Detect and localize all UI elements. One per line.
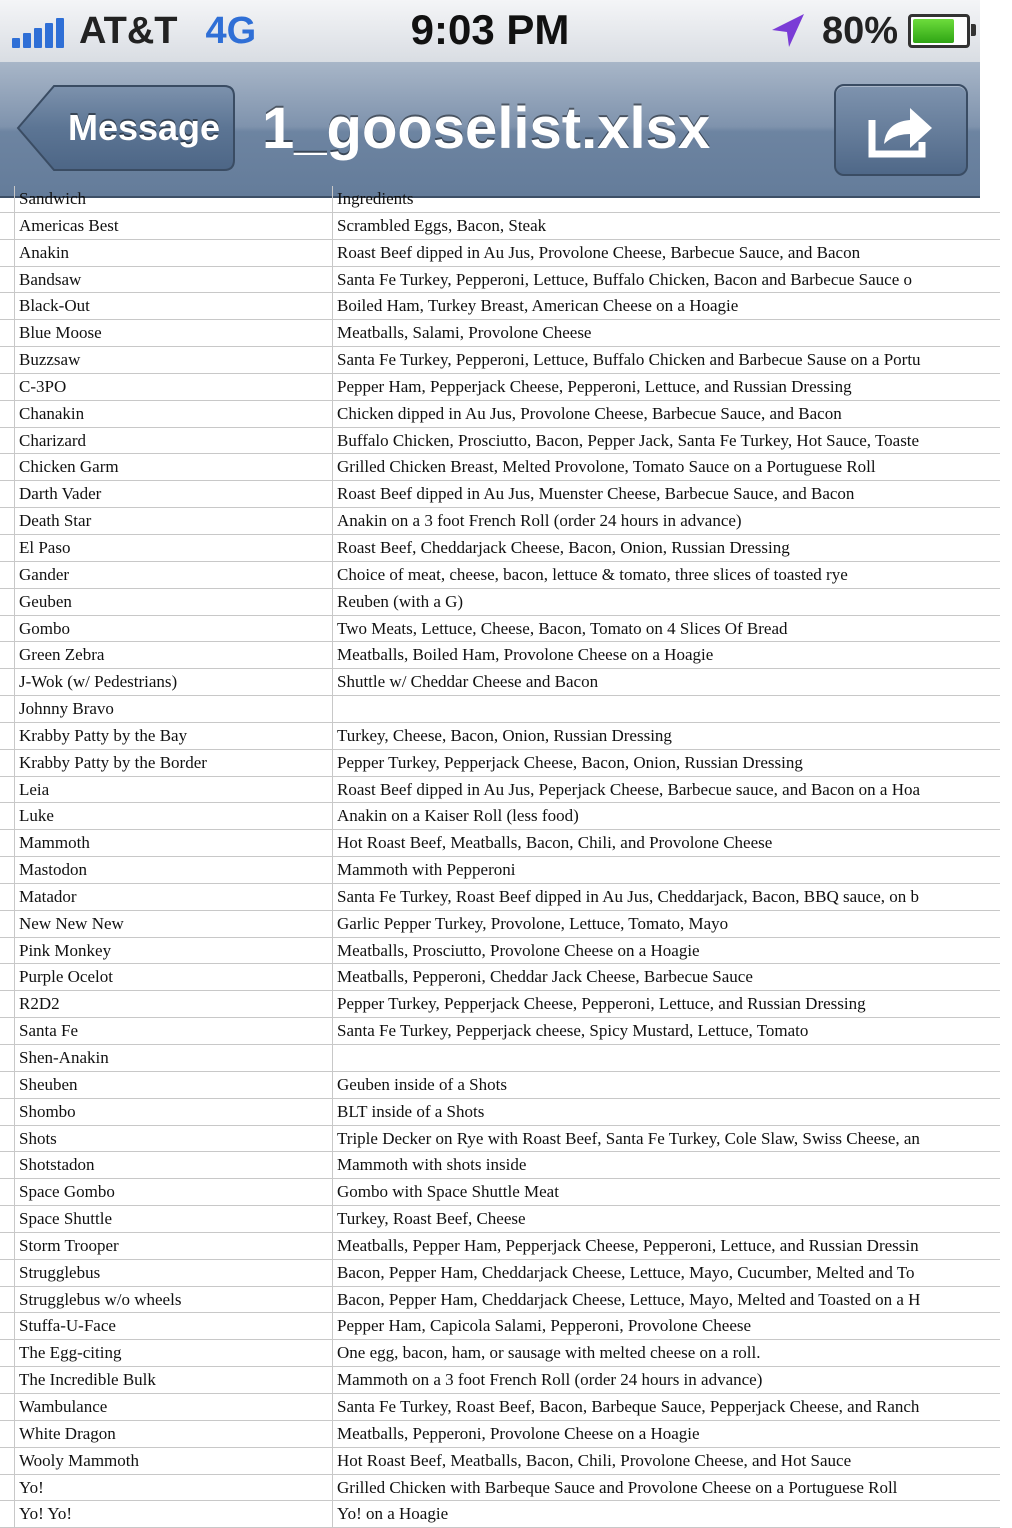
battery-tip bbox=[971, 24, 976, 36]
table-row[interactable] bbox=[0, 347, 1000, 374]
table-row[interactable] bbox=[0, 911, 1000, 938]
battery-level-fill bbox=[913, 19, 954, 43]
cell-sandwich[interactable]: The Incredible Bulk bbox=[14, 1367, 332, 1393]
status-time: 9:03 PM bbox=[410, 6, 570, 53]
cell-sandwich[interactable]: Krabby Patty by the Bay bbox=[14, 723, 332, 749]
cell-ingredients[interactable]: Mammoth with Pepperoni bbox=[332, 857, 1012, 883]
cell-sandwich[interactable]: Bandsaw bbox=[14, 267, 332, 293]
table-row[interactable] bbox=[0, 1421, 1000, 1448]
cell-ingredients[interactable]: Meatballs, Boiled Ham, Provolone Cheese on a Hoagie bbox=[332, 642, 1012, 668]
cell-ingredients[interactable]: Garlic Pepper Turkey, Provolone, Lettuce, Tomato, Mayo bbox=[332, 911, 1012, 937]
header-sandwich: Sandwich bbox=[14, 186, 332, 212]
table-row[interactable] bbox=[0, 320, 1000, 347]
carrier-name: AT&T bbox=[79, 9, 178, 52]
cell-ingredients[interactable]: Mammoth on a 3 foot French Roll (order 24 hours in advance) bbox=[332, 1367, 1012, 1393]
table-row[interactable] bbox=[0, 1072, 1000, 1099]
cell-sandwich[interactable]: Purple Ocelot bbox=[14, 964, 332, 990]
cell-sandwich[interactable]: Shen-Anakin bbox=[14, 1045, 332, 1071]
network-type: 4G bbox=[205, 9, 257, 52]
table-row[interactable] bbox=[0, 1475, 1000, 1502]
battery-percentage: 80% bbox=[821, 9, 898, 52]
cell-sandwich[interactable]: Shotstadon bbox=[14, 1152, 332, 1178]
spreadsheet-grid bbox=[0, 186, 1000, 1528]
cell-sandwich[interactable]: Chicken Garm bbox=[14, 454, 332, 480]
location-arrow-icon bbox=[768, 11, 808, 51]
cell-ingredients[interactable]: Roast Beef, Cheddarjack Cheese, Bacon, Onion, Russian Dressing bbox=[332, 535, 1012, 561]
cell-sandwich[interactable]: Krabby Patty by the Border bbox=[14, 750, 332, 776]
cell-sandwich[interactable]: Space Gombo bbox=[14, 1179, 332, 1205]
cell-ingredients[interactable]: Bacon, Pepper Ham, Cheddarjack Cheese, Lettuce, Mayo, Melted and Toasted on a H bbox=[332, 1287, 1012, 1313]
table-row[interactable] bbox=[0, 240, 1000, 267]
cell-sandwich[interactable]: White Dragon bbox=[14, 1421, 332, 1447]
back-button-label: Message bbox=[67, 107, 221, 148]
table-row[interactable] bbox=[0, 669, 1000, 696]
cell-sandwich[interactable]: Wooly Mammoth bbox=[14, 1448, 332, 1474]
cell-ingredients[interactable]: Grilled Chicken with Barbeque Sauce and Provolone Cheese on a Portuguese Roll bbox=[332, 1475, 1012, 1501]
cell-ingredients[interactable]: Meatballs, Pepperoni, Provolone Cheese on a Hoagie bbox=[332, 1421, 1012, 1447]
cell-sandwich[interactable]: New New New bbox=[14, 911, 332, 937]
cell-sandwich[interactable]: Yo! bbox=[14, 1475, 332, 1501]
table-row[interactable] bbox=[0, 857, 1000, 884]
cell-sandwich[interactable]: Yo! Yo! bbox=[14, 1501, 332, 1527]
table-row[interactable] bbox=[0, 1340, 1000, 1367]
cell-ingredients[interactable]: Two Meats, Lettuce, Cheese, Bacon, Tomato on 4 Slices Of Bread bbox=[332, 616, 1012, 642]
cell-ingredients[interactable] bbox=[332, 696, 1012, 722]
cell-sandwich[interactable]: Wambulance bbox=[14, 1394, 332, 1420]
table-row[interactable] bbox=[0, 428, 1000, 455]
share-button[interactable] bbox=[834, 84, 968, 176]
cell-ingredients[interactable] bbox=[332, 1045, 1012, 1071]
cell-ingredients[interactable]: Santa Fe Turkey, Roast Beef, Bacon, Barbeque Sauce, Pepperjack Cheese, and Ranch bbox=[332, 1394, 1012, 1420]
table-row[interactable] bbox=[0, 1313, 1000, 1340]
cell-ingredients[interactable]: Pepper Ham, Pepperjack Cheese, Pepperoni, Lettuce, and Russian Dressing bbox=[332, 374, 1012, 400]
cell-ingredients[interactable]: Boiled Ham, Turkey Breast, American Cheese on a Hoagie bbox=[332, 293, 1012, 319]
cell-sandwich[interactable]: Shombo bbox=[14, 1099, 332, 1125]
cell-ingredients[interactable]: Shuttle w/ Cheddar Cheese and Bacon bbox=[332, 669, 1012, 695]
table-row[interactable] bbox=[0, 1233, 1000, 1260]
cell-sandwich[interactable]: Anakin bbox=[14, 240, 332, 266]
spreadsheet-view[interactable] bbox=[0, 189, 980, 1524]
cell-ingredients[interactable]: Grilled Chicken Breast, Melted Provolone, Tomato Sauce on a Portuguese Roll bbox=[332, 454, 1012, 480]
cell-ingredients[interactable]: Santa Fe Turkey, Pepperoni, Lettuce, Buffalo Chicken, Bacon and Barbecue Sauce o bbox=[332, 267, 1012, 293]
table-row[interactable] bbox=[0, 374, 1000, 401]
page-title: 1_gooselist.xlsx bbox=[262, 96, 711, 161]
cell-ingredients[interactable]: Pepper Turkey, Pepperjack Cheese, Pepperoni, Lettuce, and Russian Dressing bbox=[332, 991, 1012, 1017]
table-row[interactable] bbox=[0, 696, 1000, 723]
cell-ingredients[interactable]: Yo! on a Hoagie bbox=[332, 1501, 1012, 1527]
cell-sandwich[interactable]: Pink Monkey bbox=[14, 938, 332, 964]
cell-ingredients[interactable]: Mammoth with shots inside bbox=[332, 1152, 1012, 1178]
cell-sandwich[interactable]: R2D2 bbox=[14, 991, 332, 1017]
table-row[interactable] bbox=[0, 723, 1000, 750]
table-row[interactable] bbox=[0, 1152, 1000, 1179]
cell-ingredients[interactable]: Roast Beef dipped in Au Jus, Peperjack Cheese, Barbecue sauce, and Bacon on a Hoa bbox=[332, 777, 1012, 803]
cell-sandwich[interactable]: Gander bbox=[14, 562, 332, 588]
table-row[interactable] bbox=[0, 1099, 1000, 1126]
table-row[interactable] bbox=[0, 1501, 1000, 1528]
cell-sandwich[interactable]: Geuben bbox=[14, 589, 332, 615]
cell-sandwich[interactable]: Buzzsaw bbox=[14, 347, 332, 373]
table-row[interactable] bbox=[0, 1018, 1000, 1045]
table-row[interactable] bbox=[0, 884, 1000, 911]
cell-ingredients[interactable]: Meatballs, Prosciutto, Provolone Cheese on a Hoagie bbox=[332, 938, 1012, 964]
table-row[interactable] bbox=[0, 938, 1000, 965]
cell-sandwich[interactable]: Mastodon bbox=[14, 857, 332, 883]
cell-sandwich[interactable]: Strugglebus bbox=[14, 1260, 332, 1286]
cell-sandwich[interactable]: El Paso bbox=[14, 535, 332, 561]
table-row[interactable] bbox=[0, 267, 1000, 294]
cell-ingredients[interactable]: Scrambled Eggs, Bacon, Steak bbox=[332, 213, 1012, 239]
cell-ingredients[interactable]: Meatballs, Pepperoni, Cheddar Jack Cheese, Barbecue Sauce bbox=[332, 964, 1012, 990]
cell-ingredients[interactable]: Turkey, Cheese, Bacon, Onion, Russian Dressing bbox=[332, 723, 1012, 749]
cell-sandwich[interactable]: Americas Best bbox=[14, 213, 332, 239]
table-row[interactable] bbox=[0, 1394, 1000, 1421]
header-ingredients: Ingredients bbox=[332, 186, 1012, 212]
cell-ingredients[interactable]: Reuben (with a G) bbox=[332, 589, 1012, 615]
cell-sandwich[interactable]: Leia bbox=[14, 777, 332, 803]
cell-ingredients[interactable]: Pepper Turkey, Pepperjack Cheese, Bacon, Onion, Russian Dressing bbox=[332, 750, 1012, 776]
share-icon bbox=[866, 98, 936, 160]
table-row[interactable] bbox=[0, 1260, 1000, 1287]
table-row[interactable] bbox=[0, 454, 1000, 481]
cell-ingredients[interactable]: Anakin on a Kaiser Roll (less food) bbox=[332, 803, 1012, 829]
cell-ingredients[interactable]: Hot Roast Beef, Meatballs, Bacon, Chili, and Provolone Cheese bbox=[332, 830, 1012, 856]
table-row[interactable] bbox=[0, 991, 1000, 1018]
cell-ingredients[interactable]: One egg, bacon, ham, or sausage with melted cheese on a roll. bbox=[332, 1340, 1012, 1366]
cell-ingredients[interactable]: Meatballs, Salami, Provolone Cheese bbox=[332, 320, 1012, 346]
cell-ingredients[interactable]: Meatballs, Pepper Ham, Pepperjack Cheese, Pepperoni, Lettuce, and Russian Dressin bbox=[332, 1233, 1012, 1259]
table-header-row bbox=[0, 186, 1000, 213]
cell-sandwich[interactable]: Chanakin bbox=[14, 401, 332, 427]
table-row[interactable] bbox=[0, 1179, 1000, 1206]
cell-sandwich[interactable]: Santa Fe bbox=[14, 1018, 332, 1044]
cell-sandwich[interactable]: Gombo bbox=[14, 616, 332, 642]
cell-ingredients[interactable]: Choice of meat, cheese, bacon, lettuce & tomato, three slices of toasted rye bbox=[332, 562, 1012, 588]
cell-sandwich[interactable]: Green Zebra bbox=[14, 642, 332, 668]
table-row[interactable] bbox=[0, 1367, 1000, 1394]
cell-ingredients[interactable]: Geuben inside of a Shots bbox=[332, 1072, 1012, 1098]
table-row[interactable] bbox=[0, 481, 1000, 508]
status-right bbox=[768, 8, 970, 54]
cell-sandwich[interactable]: C-3PO bbox=[14, 374, 332, 400]
cell-ingredients[interactable]: Santa Fe Turkey, Roast Beef dipped in Au Jus, Cheddarjack, Bacon, BBQ sauce, on b bbox=[332, 884, 1012, 910]
table-row[interactable] bbox=[0, 1206, 1000, 1233]
table-row[interactable] bbox=[0, 830, 1000, 857]
table-row[interactable] bbox=[0, 213, 1000, 240]
table-row[interactable] bbox=[0, 535, 1000, 562]
table-row[interactable] bbox=[0, 777, 1000, 804]
battery-icon bbox=[908, 14, 970, 48]
status-bar bbox=[0, 0, 980, 63]
cell-ingredients[interactable]: Gombo with Space Shuttle Meat bbox=[332, 1179, 1012, 1205]
table-row[interactable] bbox=[0, 1045, 1000, 1072]
table-row[interactable] bbox=[0, 589, 1000, 616]
table-row[interactable] bbox=[0, 293, 1000, 320]
cell-sandwich[interactable]: Death Star bbox=[14, 508, 332, 534]
table-row[interactable] bbox=[0, 803, 1000, 830]
table-row[interactable] bbox=[0, 964, 1000, 991]
cell-sandwich[interactable]: Mammoth bbox=[14, 830, 332, 856]
cell-sandwich[interactable]: Matador bbox=[14, 884, 332, 910]
cell-sandwich[interactable]: Strugglebus w/o wheels bbox=[14, 1287, 332, 1313]
cell-sandwich[interactable]: Shots bbox=[14, 1126, 332, 1152]
table-row[interactable] bbox=[0, 508, 1000, 535]
cell-ingredients[interactable]: Hot Roast Beef, Meatballs, Bacon, Chili, Provolone Cheese, and Hot Sauce bbox=[332, 1448, 1012, 1474]
cell-sandwich[interactable]: Space Shuttle bbox=[14, 1206, 332, 1232]
cell-ingredients[interactable]: Santa Fe Turkey, Pepperjack cheese, Spicy Mustard, Lettuce, Tomato bbox=[332, 1018, 1012, 1044]
cell-sandwich[interactable]: Johnny Bravo bbox=[14, 696, 332, 722]
table-row[interactable] bbox=[0, 616, 1000, 643]
table-row[interactable] bbox=[0, 1126, 1000, 1153]
cell-sandwich[interactable]: Black-Out bbox=[14, 293, 332, 319]
navigation-bar bbox=[0, 62, 980, 198]
cell-ingredients[interactable]: Buffalo Chicken, Prosciutto, Bacon, Pepper Jack, Santa Fe Turkey, Hot Sauce, Toaste bbox=[332, 428, 1012, 454]
cell-sandwich[interactable]: Darth Vader bbox=[14, 481, 332, 507]
cell-sandwich[interactable]: Storm Trooper bbox=[14, 1233, 332, 1259]
cell-ingredients[interactable]: Triple Decker on Rye with Roast Beef, Santa Fe Turkey, Cole Slaw, Swiss Cheese, an bbox=[332, 1126, 1012, 1152]
cell-ingredients[interactable]: Santa Fe Turkey, Pepperoni, Lettuce, Buffalo Chicken and Barbecue Sause on a Portu bbox=[332, 347, 1012, 373]
table-row[interactable] bbox=[0, 562, 1000, 589]
table-row[interactable] bbox=[0, 1448, 1000, 1475]
cell-ingredients[interactable]: Turkey, Roast Beef, Cheese bbox=[332, 1206, 1012, 1232]
cell-sandwich[interactable]: The Egg-citing bbox=[14, 1340, 332, 1366]
table-row[interactable] bbox=[0, 1287, 1000, 1314]
back-button[interactable] bbox=[16, 84, 236, 172]
cell-sandwich[interactable]: Sheuben bbox=[14, 1072, 332, 1098]
cell-sandwich[interactable]: Luke bbox=[14, 803, 332, 829]
cell-sandwich[interactable]: Charizard bbox=[14, 428, 332, 454]
cell-sandwich[interactable]: Stuffa-U-Face bbox=[14, 1313, 332, 1339]
table-row[interactable] bbox=[0, 642, 1000, 669]
table-row[interactable] bbox=[0, 750, 1000, 777]
cell-sandwich[interactable]: J-Wok (w/ Pedestrians) bbox=[14, 669, 332, 695]
cell-ingredients[interactable]: Pepper Ham, Capicola Salami, Pepperoni, Provolone Cheese bbox=[332, 1313, 1012, 1339]
cell-ingredients[interactable]: Roast Beef dipped in Au Jus, Muenster Cheese, Barbecue Sauce, and Bacon bbox=[332, 481, 1012, 507]
cell-ingredients[interactable]: Roast Beef dipped in Au Jus, Provolone Cheese, Barbecue Sauce, and Bacon bbox=[332, 240, 1012, 266]
cell-ingredients[interactable]: Anakin on a 3 foot French Roll (order 24 hours in advance) bbox=[332, 508, 1012, 534]
table-row[interactable] bbox=[0, 401, 1000, 428]
cell-sandwich[interactable]: Blue Moose bbox=[14, 320, 332, 346]
cell-ingredients[interactable]: Bacon, Pepper Ham, Cheddarjack Cheese, Lettuce, Mayo, Cucumber, Melted and To bbox=[332, 1260, 1012, 1286]
cell-ingredients[interactable]: BLT inside of a Shots bbox=[332, 1099, 1012, 1125]
cell-ingredients[interactable]: Chicken dipped in Au Jus, Provolone Cheese, Barbecue Sauce, and Bacon bbox=[332, 401, 1012, 427]
